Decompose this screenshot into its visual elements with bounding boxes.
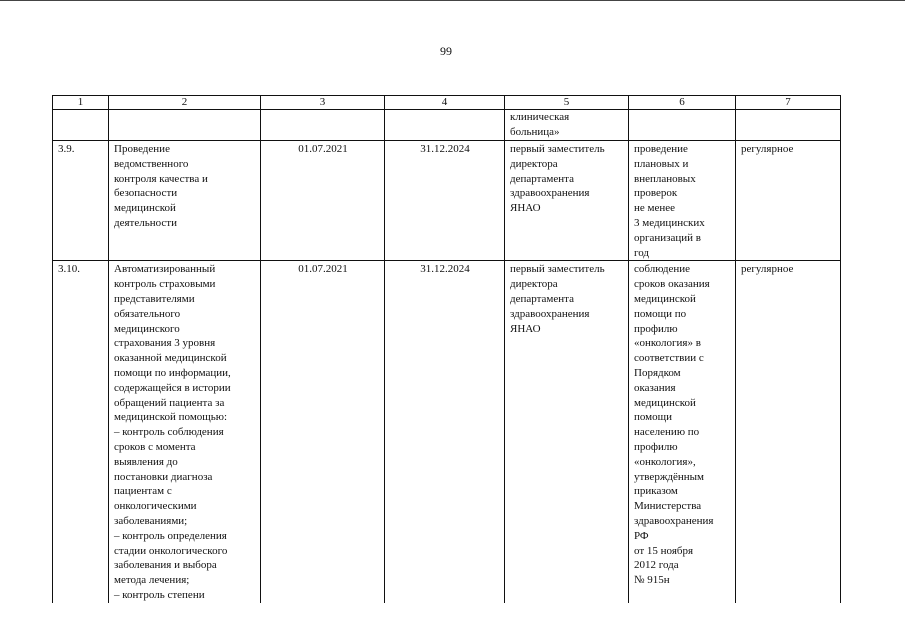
text-line: оказания [634, 381, 676, 394]
text-line: приказом [634, 485, 678, 498]
text-line: Порядком [634, 366, 681, 379]
header-cell-7: 7 [736, 96, 841, 110]
text-line: контроля качества и [114, 172, 208, 185]
row-number: 3.9. [53, 141, 109, 261]
header-cell-1: 1 [53, 96, 109, 110]
text-line: 3 медицинских [634, 216, 705, 229]
header-cell-5: 5 [505, 96, 629, 110]
text-line: стадии онкологического [114, 544, 228, 557]
text-line: не менее [634, 202, 676, 215]
text-line: обязательного [114, 307, 181, 320]
text-line: от 15 ноября [634, 544, 694, 557]
start-date: 01.07.2021 [261, 261, 385, 603]
text-line: сроков с момента [114, 440, 196, 453]
text-line: профилю [634, 322, 678, 335]
cont-cell-7 [736, 110, 841, 141]
text-line: заболеваниями; [114, 514, 188, 527]
cont-cell-2 [109, 110, 261, 141]
table-row-3-10 [53, 261, 841, 603]
text-line: содержащейся в истории [114, 381, 231, 394]
text-line: помощи по [634, 307, 687, 320]
text-line: обращений пациента за [114, 396, 225, 409]
text-line: онкологическими [114, 500, 197, 513]
text-line: ЯНАО [510, 322, 541, 335]
frequency: регулярное [736, 261, 841, 603]
text-line: директора [510, 278, 558, 291]
text-line: Автоматизированный [114, 263, 216, 276]
text-line: первый заместитель [510, 263, 605, 276]
text-line: организаций в [634, 231, 701, 244]
start-date: 01.07.2021 [261, 141, 385, 261]
text-line: – контроль соблюдения [114, 426, 224, 439]
text-line: соответствии с [634, 352, 704, 365]
responsible-person [505, 261, 629, 603]
expected-result [629, 141, 736, 261]
text-line: представителями [114, 292, 195, 305]
text-line: сроков оказания [634, 278, 710, 291]
text-line: населению по [634, 426, 700, 439]
text-line: здравоохранения [634, 514, 714, 527]
text-line: департамента [510, 172, 574, 185]
text-line: первый заместитель [510, 143, 605, 155]
top-rule [0, 0, 905, 1]
plan-table [52, 95, 841, 603]
text-line: заболевания и выбора [114, 559, 217, 572]
text-line: контроль страховыми [114, 278, 216, 291]
responsible-person [505, 141, 629, 261]
text-line: метода лечения; [114, 574, 190, 587]
text-line: здравоохранения [510, 187, 590, 200]
text-line: Министерства [634, 500, 702, 513]
text-line: помощи [634, 411, 672, 424]
text-line: утверждённым [634, 470, 705, 483]
text-line: «онкология» в [634, 337, 701, 350]
text-line: директора [510, 157, 558, 170]
cont-cell-responsible [505, 110, 629, 141]
table-row-continuation [53, 110, 841, 141]
text-line: пациентам с [114, 485, 172, 498]
text-line: департамента [510, 292, 574, 305]
measure-description [109, 141, 261, 261]
expected-result [629, 261, 736, 603]
end-date: 31.12.2024 [385, 141, 505, 261]
text-line: внеплановых [634, 172, 696, 185]
text-line: медицинской помощью: [114, 411, 228, 424]
page-number: 99 [440, 44, 452, 58]
text-line: помощи по информации, [114, 366, 231, 379]
text-line: профилю [634, 440, 678, 453]
text-line: медицинской [634, 396, 696, 409]
end-date: 31.12.2024 [385, 261, 505, 603]
text-line: больница» [510, 125, 560, 138]
text-line: «онкология», [634, 455, 696, 468]
text-line: – контроль определения [114, 529, 227, 542]
cont-cell-4 [385, 110, 505, 141]
text-line: РФ [634, 529, 649, 542]
row-number: 3.10. [53, 261, 109, 603]
text-line: ведомственного [114, 157, 189, 170]
text-line: выявления до [114, 455, 178, 468]
header-cell-2: 2 [109, 96, 261, 110]
cont-cell-3 [261, 110, 385, 141]
frequency: регулярное [736, 141, 841, 261]
text-line: год [634, 246, 650, 259]
header-cell-4: 4 [385, 96, 505, 110]
cont-cell-1 [53, 110, 109, 141]
text-line: проведение [634, 143, 688, 155]
text-line: № 915н [634, 574, 670, 587]
text-line: соблюдение [634, 263, 690, 276]
table-row-3-9 [53, 141, 841, 261]
text-line: клиническая [510, 111, 570, 123]
text-line: медицинского [114, 322, 180, 335]
measure-description [109, 261, 261, 603]
text-line: оказанной медицинской [114, 352, 227, 365]
header-cell-3: 3 [261, 96, 385, 110]
text-line: медицинской [114, 202, 176, 215]
cont-cell-6 [629, 110, 736, 141]
text-line: 2012 года [634, 559, 679, 572]
text-line: безопасности [114, 187, 178, 200]
text-line: Проведение [114, 143, 170, 155]
text-line: постановки диагноза [114, 470, 213, 483]
text-line: медицинской [634, 292, 696, 305]
text-line: страхования 3 уровня [114, 337, 216, 350]
table-header-row [53, 96, 841, 110]
text-line: проверок [634, 187, 678, 200]
text-line: плановых и [634, 157, 689, 170]
text-line: деятельности [114, 216, 177, 229]
text-line: здравоохранения [510, 307, 590, 320]
header-cell-6: 6 [629, 96, 736, 110]
text-line: ЯНАО [510, 202, 541, 215]
text-line: – контроль степени [114, 588, 205, 601]
